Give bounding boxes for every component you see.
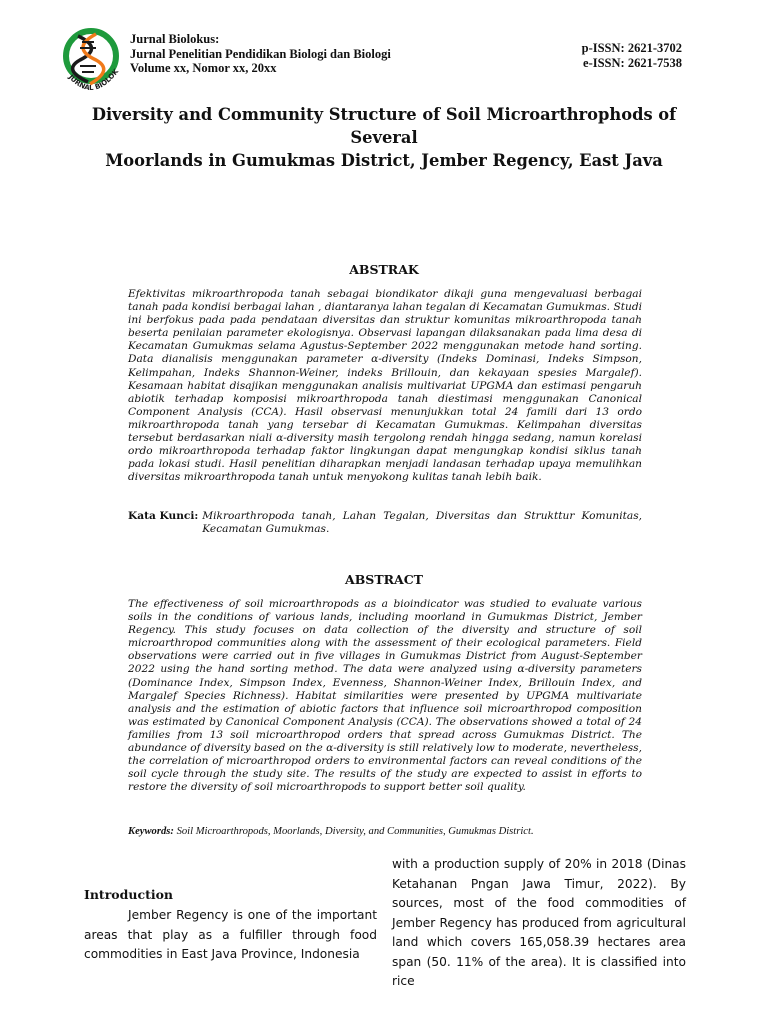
- keywords-label: Keywords:: [128, 826, 174, 837]
- abstrak-heading: ABSTRAK: [349, 262, 419, 277]
- journal-subtitle: Jurnal Penelitian Pendidikan Biologi dan Biologi: [130, 46, 391, 61]
- journal-logo: [58, 26, 124, 100]
- abstract-keywords: [128, 825, 642, 838]
- journal-header: [130, 32, 391, 76]
- title-line-2: Moorlands in Gumukmas District, Jember Regency, East Java: [105, 151, 663, 170]
- journal-volume: Volume xx, Nomor xx, 20xx: [130, 61, 277, 75]
- e-issn: e-ISSN: 2621-7538: [583, 55, 682, 70]
- kata-kunci-label: Kata Kunci:: [128, 510, 199, 522]
- p-issn: p-ISSN: 2621-3702: [581, 41, 682, 55]
- journal-name: Jurnal Biolokus:: [130, 32, 220, 46]
- abstract-heading: ABSTRACT: [345, 572, 423, 587]
- introduction-heading: Introduction: [84, 887, 174, 902]
- abstrak-body: Efektivitas mikroarthropoda tanah sebagai biondikator dikaji guna mengevaluasi berbagai tanah pada kondisi berbagai lahan , diantaranya lahan tegalan di Kecamatan Gumukmas. Studi ini berfokus pada pada pendataan diversitas dan struktur komunitas mikroarthropoda tanah beserta penilaian parameter ekologisnya. Observasi lapangan dilaksanakan pada lima desa di Kecamatan Gumukmas selama Agustus-September 2022 menggunakan metode hand sorting. Data dianalisis menggunakan parameter α-diversity (Indeks Dominasi, Indeks Simpson, Kelimpahan, Indeks Shannon-Weiner, indeks Brillouin, dan kekayaan spesies Margalef). Kesamaan habitat disajikan menggunakan analisis multivariat UPGMA dan estimasi pengaruh abiotik terhadap komposisi mikroarthropoda tanah diestimasi menggunakan Canonical Component Analysis (CCA). Hasil observasi menunjukkan total 24 famili dari 13 ordo mikroarthropoda tanah yang tersebar di Kecamatan Gumukmas. Kelimpahan diversitas tersebut berdasarkan niali α-diversity masih tergolong rendah hingga sedang, namun korelasi ordo mikroarthropoda terhadap faktor lingkungan dapat mengungkap kondisi siklus tanah pada lokasi studi. Hasil penelitian diharapkan menjadi landasan terhadap upaya memulihkan diversitas mikroarthropoda tanah untuk menyokong kulitas tanah lebih baik.: [128, 288, 642, 484]
- logo-text: JURNAL BIOLOK: [66, 67, 121, 93]
- keywords-text: Soil Microarthropods, Moorlands, Diversity, and Communities, Gumukmas District.: [176, 826, 534, 837]
- abstrak-keywords: [128, 510, 642, 536]
- title-line-1: Diversity and Community Structure of Soil Microarthrophods of Several: [91, 105, 677, 147]
- abstract-body: The effectiveness of soil microarthropods as a bioindicator was studied to evaluate various soils in the conditions of various lands, including moorland in Gumukmas District, Jember Regency. This study focuses on data collection of the diversity and structure of soil microarthropod communities along with the assessment of their ecological parameters. Field observations were carried out in five villages in Gumukmas District from August-September 2022 using the hand sorting method. The data were analyzed using α-diversity parameters (Dominance Index, Simpson Index, Evenness, Shannon-Weiner Index, Brillouin Index, and Margalef Species Richness). Habitat similarities were presented by UPGMA multivariate analysis and the estimation of abiotic factors that influence soil microarthropod composition was estimated by Canonical Component Analysis (CCA). The observations showed a total of 24 families from 13 soil microarthropod orders that spread across Gumukmas District. The abundance of diversity based on the α-diversity is still relatively low to moderate, nevertheless, the correlation of microarthropod orders to environmental factors can reveal conditions of the soil cycle through the study site. The results of the study are expected to assist in efforts to restore the diversity of soil microarthropods to support better soil quality.: [128, 598, 642, 794]
- introduction-right-column: with a production supply of 20% in 2018 (Dinas Ketahanan Pngan Jawa Timur, 2022). By sources, most of the food commodities of Jember Regency has produced from agricultural land which covers 165,058.39 hectares area span (50. 11% of the area). It is classified into rice: [392, 857, 686, 988]
- dna-logo-icon: [58, 26, 124, 100]
- introduction-left-column: Jember Regency is one of the important areas that play as a fulfiller through food commodities in East Java Province, Indonesia: [84, 908, 377, 961]
- issn-block: [582, 41, 682, 70]
- paper-title: [60, 103, 708, 172]
- kata-kunci-text: Mikroarthropoda tanah, Lahan Tegalan, Diversitas dan Strukttur Komunitas, Kecamatan Gumukmas.: [202, 510, 642, 536]
